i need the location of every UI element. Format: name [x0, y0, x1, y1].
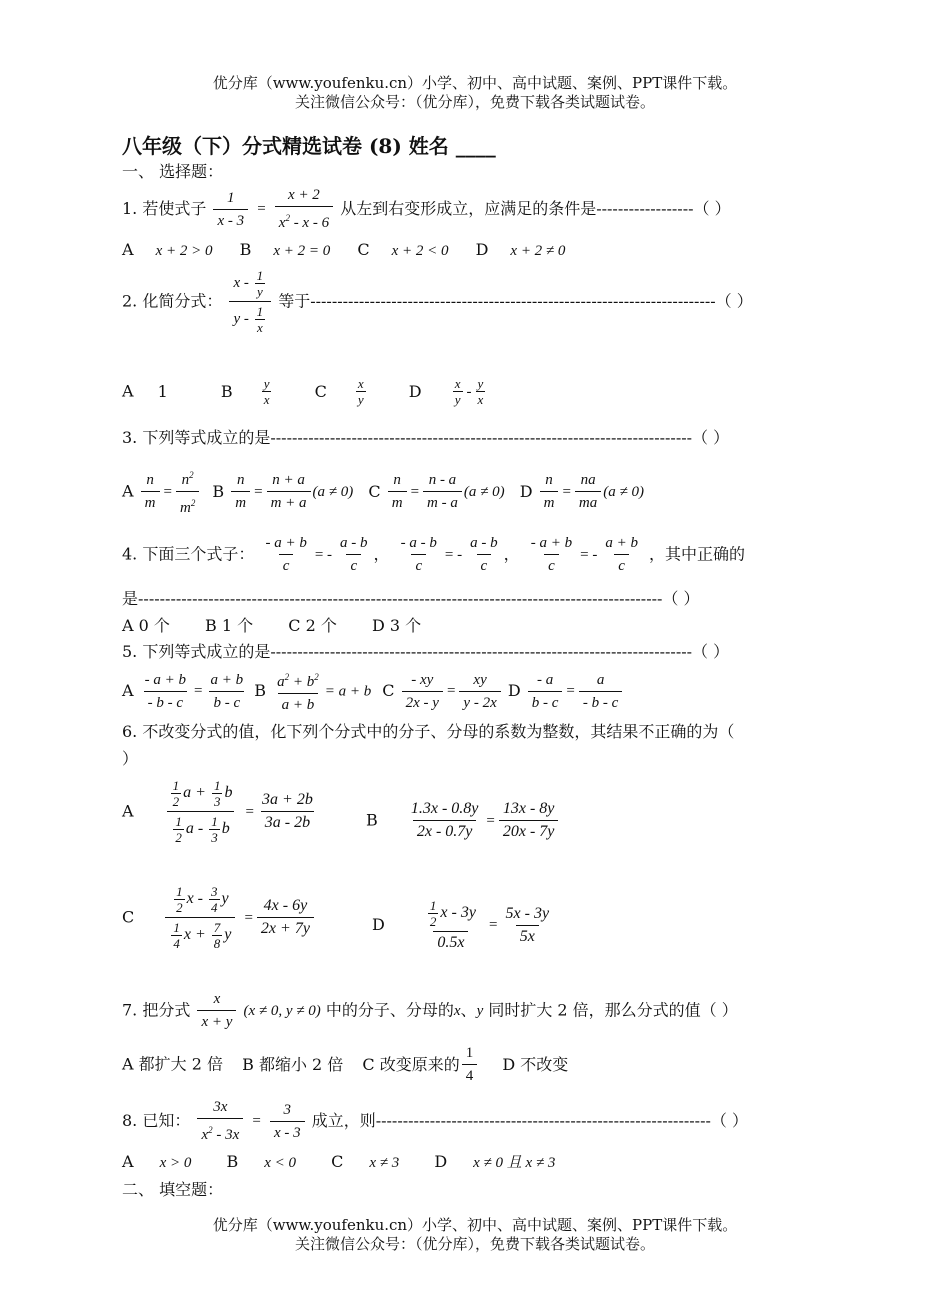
- footer-line-1: 优分库（www.youfenku.cn）小学、初中、高中试题、案例、PPT课件下载。: [212, 1216, 738, 1234]
- q5-option-b-label: B: [254, 681, 266, 700]
- q4-expr-1-left: $\frac{- a + b}{c}$: [265, 535, 307, 574]
- question-1: 1. 若使式子 $\frac{1}{x - 3}$ = $\frac{x + 2}{x^2 - x - 6}$ 从左到右变形成立，应满足的条件是------------------（ ）: [122, 187, 731, 231]
- q2-stem: 2. 化简分式：: [122, 291, 223, 311]
- q2-option-d-label: D: [408, 381, 422, 401]
- q8-fraction-left: $\frac{3x}{x^2 - 3x}$: [197, 1098, 243, 1144]
- q6-option-c-label: C: [122, 907, 135, 927]
- q2-option-a: 1: [157, 381, 168, 401]
- q5-option-a-label: A: [122, 681, 134, 700]
- question-2: [122, 268, 753, 335]
- q1-option-d-label: D: [475, 240, 489, 259]
- q6-option-d-label: D: [372, 915, 385, 934]
- footer-line-2: 关注微信公众号：（优分库），免费下载各类试题试卷。: [294, 1235, 655, 1253]
- q3-option-c: $\frac{n}{m}$ = $\frac{n - a}{m - a}$ (a ≠ 0): [386, 471, 505, 512]
- q6-text-end: ）: [122, 749, 139, 768]
- q5-option-c: $\frac{- xy}{2x - y}$ = $\frac{xy}{y - 2x}$: [400, 671, 503, 712]
- q7-fraction: $\frac{x}{x + y}$: [197, 990, 236, 1031]
- q2-option-b: $\frac{y}{x}$: [263, 376, 270, 407]
- q8-fraction-right: $\frac{3}{x - 3}$: [270, 1101, 305, 1142]
- q1-tail: 从左到右变形成立，应满足的条件是------------------（ ）: [340, 199, 731, 218]
- q1-option-b: x + 2 = 0: [273, 243, 331, 259]
- q4-option-d: D 3 个: [371, 616, 422, 635]
- q8-tail: 成立，则--------------------------------------------------------------（ ）: [311, 1111, 748, 1130]
- q8-option-c: x ≠ 3: [369, 1155, 400, 1171]
- q5-option-a: $\frac{- a + b}{- b - c}$ = $\frac{a + b}{b - c}$: [144, 671, 244, 711]
- q8-option-b-label: B: [226, 1152, 239, 1171]
- q6-option-d-row: [372, 898, 555, 952]
- q7-mid: 中的分子、分母的: [325, 1000, 454, 1020]
- q3-option-a-label: A: [122, 481, 134, 501]
- q1-options: [122, 240, 565, 261]
- q4-options: [122, 616, 421, 636]
- q6-option-b-row: [366, 800, 560, 841]
- q1-option-d: x + 2 ≠ 0: [510, 243, 566, 259]
- q1-option-b-label: B: [239, 240, 252, 259]
- q1-option-c-label: C: [357, 240, 370, 259]
- q5-option-c-label: C: [382, 681, 395, 700]
- q7-option-b: B 都缩小 2 倍: [242, 1054, 344, 1074]
- q4-expr-2-left: $\frac{- a - b}{c}$: [400, 535, 437, 574]
- q8-option-d: x ≠ 0 且 x ≠ 3: [473, 1155, 556, 1171]
- q2-option-c-label: C: [314, 381, 327, 401]
- q8-option-a-label: A: [122, 1152, 134, 1171]
- question-3: 3. 下列等式成立的是------------------------------------------------------------------------------（ ）: [122, 428, 730, 447]
- question-8: 8. 已知： $\frac{3x}{x^2 - 3x}$ = $\frac{3}{x - 3}$ 成立，则--------------------------------------------------------------（ ）: [122, 1099, 748, 1143]
- header-line-1: 优分库（www.youfenku.cn）小学、初中、高中试题、案例、PPT课件下载。: [212, 74, 738, 92]
- q3-options: [122, 466, 644, 517]
- q3-option-a: $\frac{n}{m}$ = $\frac{n^2}{m^2}$: [139, 466, 202, 517]
- q4-stem: 4. 下面三个式子：: [122, 544, 255, 564]
- q4-option-a: A 0 个: [122, 616, 170, 635]
- q1-fraction-left: $\frac{1}{x - 3}$: [213, 189, 248, 230]
- q7-stem: 7. 把分式: [122, 1000, 191, 1020]
- section-fill-heading: 二、 填空题：: [122, 1180, 224, 1199]
- q3-option-b: $\frac{n}{m}$ = $\frac{n + a}{m + a}$ (a ≠ 0): [229, 471, 353, 512]
- q8-option-a: x > 0: [159, 1155, 192, 1171]
- q6-option-a-label: A: [122, 801, 134, 821]
- q6-option-b: $\frac{1.3x - 0.8y}{2x - 0.7y}$ = $\frac{13x - 8y}{20x - 7y}$: [405, 800, 561, 841]
- q6-option-a: $\frac{1}{2}$ a + $\frac{1}{3}$ b $\frac{1}{2}$ a - $\frac{1}{3}$ b = $\frac{3a + 2b}{3a - 2b}$: [163, 778, 319, 845]
- q4-line-2: 是-------------------------------------------------------------------------------------------------（ ）: [122, 589, 700, 608]
- q2-option-b-label: B: [220, 381, 233, 401]
- page-title: 八年级（下）分式精选试卷 (8) 姓名 ____: [122, 134, 496, 158]
- question-4: 4. 下面三个式子： $\frac{- a + b}{c}$ = - $\frac{a - b}{c}$ ， $\frac{- a - b}{c}$ = - $\frac{a - b}{c}$ ， $\frac{- a + b}{c}$ = - $\frac{a + b}{c}$ ，其中正确的: [122, 535, 746, 574]
- q3-option-d-label: D: [519, 481, 533, 501]
- q5-option-b: $\frac{a^2 + b^2}{a + b}$ = a + b: [277, 672, 372, 713]
- question-7: 7. 把分式 $\frac{x}{x + y}$ (x ≠ 0, y ≠ 0) 中的分子、分母的x、y 同时扩大 2 倍，那么分式的值（ ）: [122, 991, 738, 1030]
- question-6: 6. 不改变分式的值，化下列个分式中的分子、分母的系数为整数，其结果不正确的为（: [122, 722, 735, 741]
- q7-tail: 同时扩大 2 倍，那么分式的值（ ）: [488, 1000, 738, 1020]
- q8-option-b: x < 0: [264, 1155, 296, 1171]
- q2-tail: 等于---------------------------------------------------------------------------（ ）: [278, 291, 753, 311]
- q2-option-d: $\frac{x}{y}$ - $\frac{y}{x}$: [454, 376, 484, 407]
- q6-option-c: $\frac{1}{2}$ x - $\frac{3}{4}$ y $\frac{1}{4}$ x + $\frac{7}{8}$ y = $\frac{4x - 6y}{2x + 7y}$: [163, 884, 316, 951]
- q1-option-c: x + 2 < 0: [391, 243, 449, 259]
- q8-options: [122, 1152, 555, 1173]
- q3-option-d: $\frac{n}{m}$ = $\frac{na}{ma}$ (a ≠ 0): [538, 471, 644, 512]
- q6-option-a-row: [122, 778, 319, 845]
- q2-option-a-label: A: [122, 381, 134, 401]
- q1-fraction-right: $\frac{x + 2}{x^2 - x - 6}$: [275, 186, 333, 232]
- q2-complex-fraction: x - $\frac{1}{y}$ y - $\frac{1}{x}$: [229, 268, 271, 335]
- q2-option-c: $\frac{x}{y}$: [357, 376, 364, 407]
- q6-option-c-row: [122, 884, 316, 951]
- q3-option-c-label: C: [368, 481, 381, 501]
- q3-option-b-label: B: [212, 481, 225, 501]
- q1-option-a: x + 2 > 0: [155, 243, 213, 259]
- q4-option-c: C 2 个: [288, 616, 337, 635]
- q6-option-b-label: B: [366, 810, 378, 830]
- q4-expr-3-left: $\frac{- a + b}{c}$: [530, 535, 573, 574]
- q2-options: [122, 376, 487, 407]
- q8-option-d-label: D: [434, 1152, 448, 1171]
- section-choice-heading: 一、 选择题：: [122, 162, 224, 181]
- q7-option-a: A 都扩大 2 倍: [122, 1054, 223, 1074]
- q4-option-b: B 1 个: [205, 616, 254, 635]
- question-5: 5. 下列等式成立的是------------------------------------------------------------------------------（ ）: [122, 642, 730, 661]
- q7-option-d: D 不改变: [502, 1054, 569, 1074]
- q7-option-c: C 改变原来的: [362, 1054, 460, 1074]
- q1-stem: 1. 若使式子: [122, 199, 207, 218]
- q8-option-c-label: C: [331, 1152, 344, 1171]
- q7-option-c-fraction: $\frac{1}{4}$: [462, 1044, 478, 1085]
- q5-options: [122, 668, 624, 714]
- q1-option-a-label: A: [122, 240, 134, 259]
- q6-option-d: $\frac{1}{2}$ x - 3y 0.5x = $\frac{5x - 3y}{5x}$: [429, 898, 550, 951]
- header-line-2: 关注微信公众号：（优分库），免费下载各类试题试卷。: [294, 93, 655, 111]
- q8-stem: 8. 已知：: [122, 1111, 191, 1130]
- q5-option-d-label: D: [507, 681, 521, 700]
- q4-tail: ，其中正确的: [649, 544, 746, 564]
- q5-option-d: $\frac{- a}{b - c}$ = $\frac{a}{- b - c}$: [526, 671, 625, 712]
- q7-options: [122, 1044, 568, 1085]
